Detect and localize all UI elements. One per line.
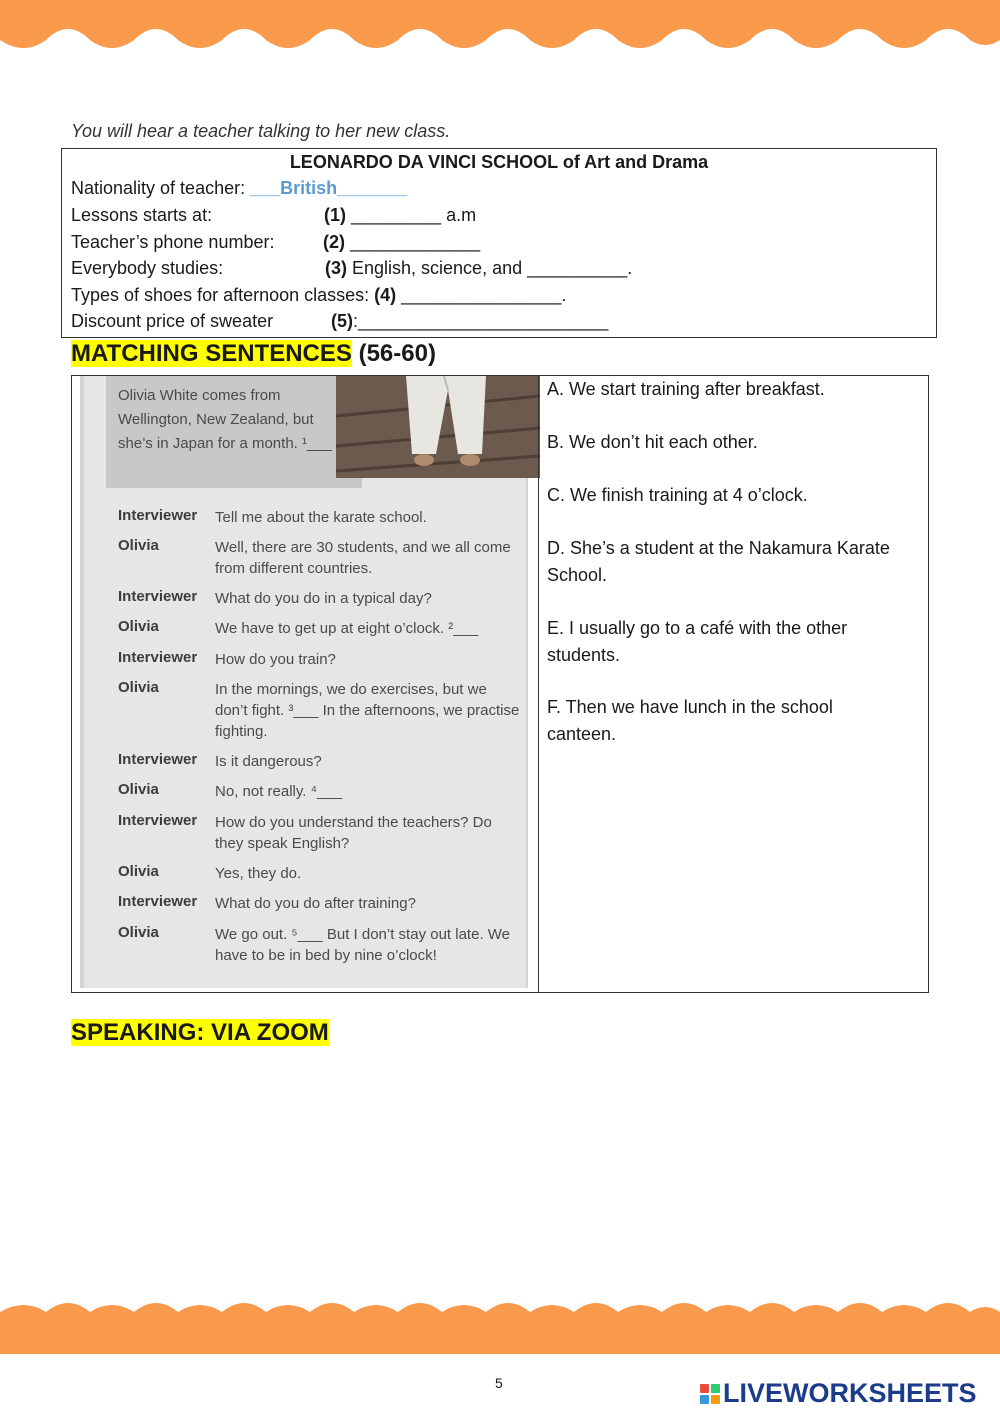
form-title: LEONARDO DA VINCI SCHOOL of Art and Drama [289,152,709,172]
dialogue-speaker: Olivia [118,679,159,696]
nationality-answer: ___British_______ [250,178,408,198]
form-row-studies-label: Everybody studies: [71,258,224,278]
form-row-lessons-blank[interactable]: (1) _________ a.m [324,205,477,225]
option-d: D. She’s a student at the Nakamura Karate School. [547,538,890,585]
dialogue-line: In the mornings, we do exercises, but we don’t fight. ³___ In the afternoons, we practise fighting. [215,681,520,740]
dialogue-line: Well, there are 30 students, and we all come from different countries. [215,539,511,577]
dialogue-speaker: Interviewer [118,588,198,605]
bottom-wave-decoration [0,1298,1000,1354]
form-row-nationality: Nationality of teacher: ___British_______ [71,178,408,198]
dialogue-speaker: Interviewer [118,507,198,524]
dialogue-line: We have to get up at eight o’clock. ²___ [215,620,479,637]
form-row-sweater-label: Discount price of sweater [71,311,274,331]
table-divider [538,376,539,992]
option-c: C. We finish training at 4 o’clock. [547,485,808,505]
top-wave-decoration [0,0,1000,60]
dialogue-speaker: Interviewer [118,812,198,829]
dialogue-line: What do you do in a typical day? [215,590,432,607]
form-row-studies-blank[interactable]: (3) English, science, and __________. [325,258,633,278]
option-f: F. Then we have lunch in the school canteen. [547,697,833,744]
form-row-phone-blank[interactable]: (2) _____________ [323,232,481,252]
form-row-lessons-label: Lessons starts at: [71,205,213,225]
dialogue-line: Yes, they do. [215,865,302,882]
dialogue-speaker: Interviewer [118,893,198,910]
dialogue-speaker: Interviewer [118,751,198,768]
dialogue-line: Is it dangerous? [215,753,322,770]
form-row-sweater-blank[interactable]: (5):_________________________ [331,311,609,331]
page-number: 5 [495,1375,503,1391]
form-row-shoes[interactable]: Types of shoes for afternoon classes: (4) ________________. [71,285,567,305]
dialogue-line: Tell me about the karate school. [215,509,427,526]
dialogue-speaker: Olivia [118,924,159,941]
dialogue-line: How do you train? [215,651,336,668]
liveworksheets-logo[interactable] [700,1378,977,1409]
dialogue-speaker: Interviewer [118,649,198,666]
karate-legs-image [336,376,540,478]
dialogue-speaker: Olivia [118,618,159,635]
listening-form [61,148,937,338]
matching-table [71,375,929,993]
dialogue-line: No, not really. ⁴___ [215,783,343,800]
dialogue-line: We go out. ⁵___ But I don’t stay out late. We have to be in bed by nine o’clock! [215,926,511,964]
speaking-heading: SPEAKING: VIA ZOOM [71,1019,329,1046]
form-row-phone-label: Teacher’s phone number: [71,232,275,252]
reading-intro: Olivia White comes from Wellington, New Zealand, but she’s in Japan for a month. ¹___ [118,387,333,452]
dialogue-speaker: Olivia [118,781,159,798]
matching-heading: MATCHING SENTENCES (56-60) [71,340,436,367]
brand-name: LIVEWORKSHEETS [723,1378,977,1408]
dialogue-line: How do you understand the teachers? Do they speak English? [215,814,492,852]
option-b: B. We don’t hit each other. [547,432,758,452]
option-e: E. I usually go to a café with the other students. [547,618,848,665]
listening-intro: You will hear a teacher talking to her new class. [71,121,451,141]
dialogue-speaker: Olivia [118,537,159,554]
option-a: A. We start training after breakfast. [547,379,825,399]
liveworksheets-icon [700,1384,720,1404]
reading-panel [80,376,528,988]
dialogue-speaker: Olivia [118,863,159,880]
karate-photo [336,376,540,478]
dialogue-line: What do you do after training? [215,895,416,912]
